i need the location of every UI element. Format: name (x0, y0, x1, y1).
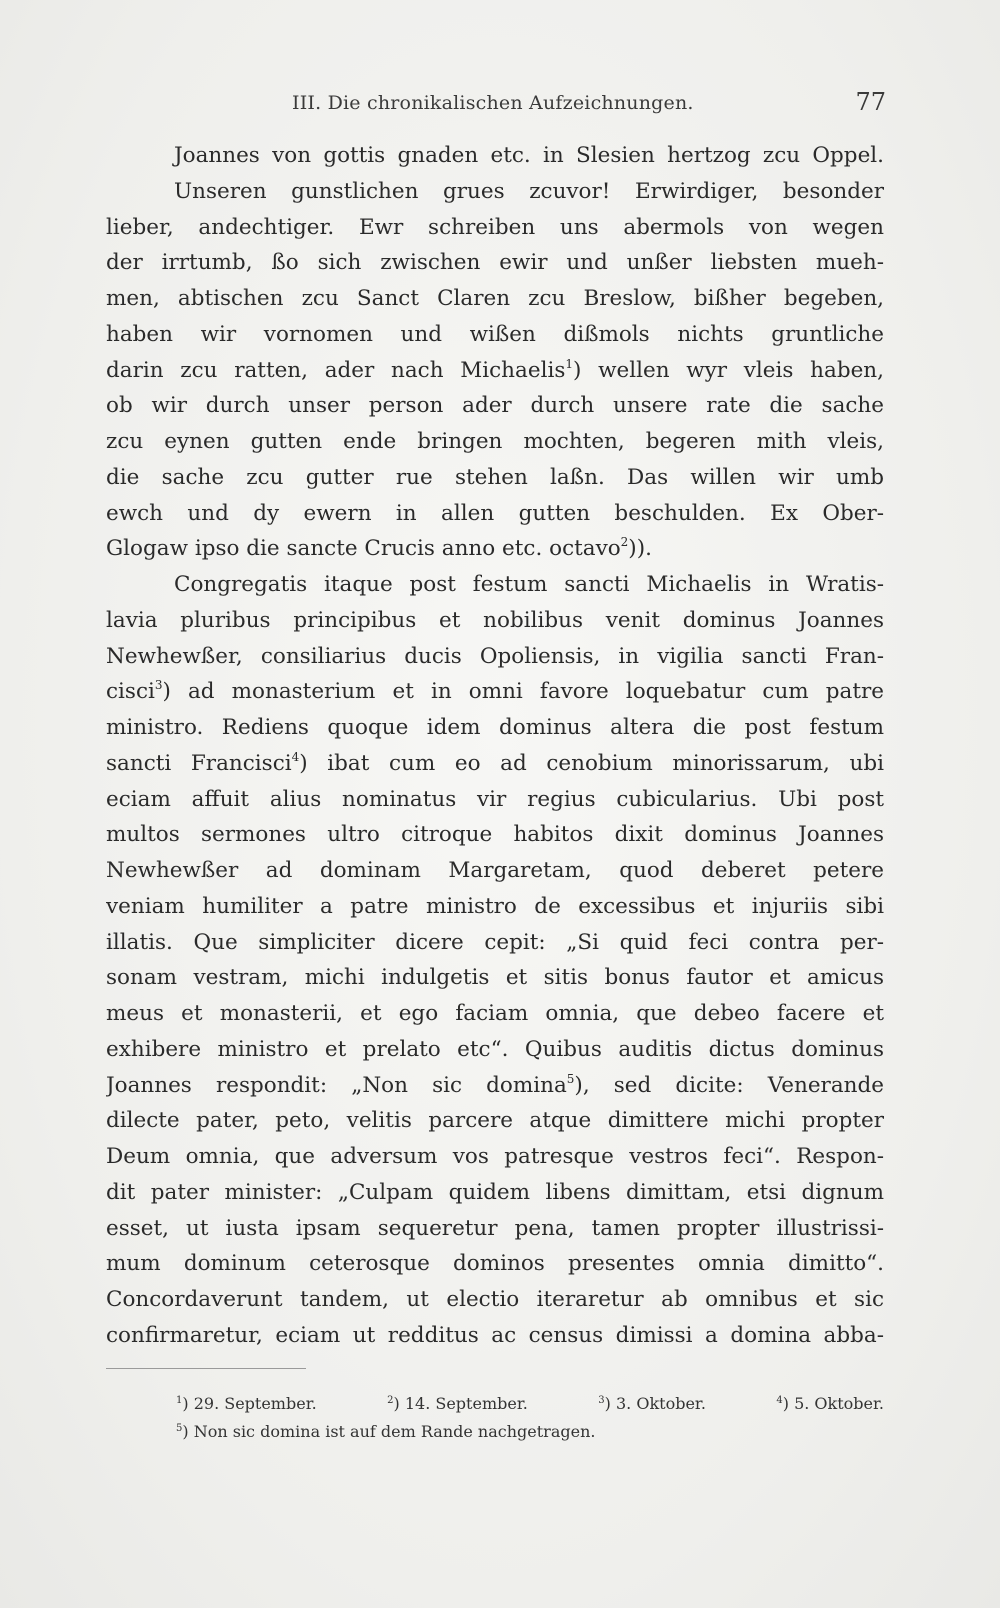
text-line-main: mum dominum ceterosque dominos presentes omnia dimitto“. (106, 1251, 884, 1277)
text-line (106, 782, 884, 818)
text-line (106, 1282, 884, 1318)
text-line (106, 460, 884, 496)
text-line-main: Congregatis itaque post festum sancti Michaelis in Wratis- (174, 572, 884, 597)
text-line (106, 639, 884, 675)
footnote-mark: 2 (387, 1395, 394, 1406)
text-line-main: esset, ut iusta ipsam sequeretur pena, tamen propter illustrissi- (106, 1215, 884, 1241)
text-line (106, 603, 884, 639)
text-line (106, 1246, 884, 1282)
footnote-row (176, 1390, 884, 1418)
text-line-main: Concordaverunt tandem, ut electio iteraretur ab omnibus et sic (106, 1287, 884, 1312)
text-line-main: der irrtumb, ßo sich zwischen ewir und unßer liebsten mueh- (106, 250, 884, 276)
text-line (106, 1175, 884, 1211)
text-line (106, 960, 884, 996)
footnote-ref: 1 (565, 356, 573, 371)
text-line-main: Joannes von gottis gnaden etc. in Slesien hertzog zcu Oppel. (174, 143, 884, 168)
footnote-mark: 4 (776, 1395, 783, 1406)
footnote-text: 5. Oktober. (794, 1394, 884, 1413)
text-line: cisci$^3$) ad monasterium et in omni favore loquebatur cum patre (106, 678, 884, 705)
text-line: Joannes respondit: „Non sic domina$^5$), sed dicite: Venerande (106, 1071, 884, 1098)
text-line (106, 174, 884, 210)
text-line-main: meus et monasterii, et ego faciam omnia, que debeo facere et (106, 1001, 884, 1026)
text-line-main: Joannes respondit: „Non sic domina (106, 1072, 567, 1098)
text-line (106, 245, 884, 281)
text-line (106, 996, 884, 1032)
text-line-main: Unseren gunstlichen grues zcuvor! Erwirdiger, besonder (174, 178, 884, 204)
footnotes (176, 1390, 884, 1446)
footnote-row (176, 1418, 884, 1446)
body-text (106, 138, 884, 1354)
text-line-main: lieber, andechtiger. Ewr schreiben uns abermols von wegen (106, 214, 884, 240)
footnote-4: $^4$) 5. Oktober. (776, 1394, 884, 1413)
text-line-main: veniam humiliter a patre ministro de excessibus et injuriis sibi (106, 893, 884, 919)
text-line-main: zcu eynen gutten ende bringen mochten, begeren mith vleis, (106, 429, 884, 454)
text-line-main: die sache zcu gutter rue stehen laßn. Das willen wir umb (106, 464, 884, 490)
text-line: darin zcu ratten, ader nach Michaelis$^1$) wellen wyr vleis haben, (106, 356, 884, 383)
text-line (106, 1139, 884, 1175)
text-line-main: ministro. Rediens quoque idem dominus altera die post festum (106, 715, 884, 740)
text-line-main: haben wir vornomen und wißen dißmols nichts gruntliche (106, 321, 884, 347)
text-line-tail: wellen wyr vleis haben, (581, 357, 884, 383)
text-line (106, 1211, 884, 1247)
footnote-1: $^1$) 29. September. (176, 1394, 317, 1413)
footnote-ref: 4 (291, 749, 300, 764)
text-line-main: eciam affuit alius nominatus vir regius cubicularius. Ubi post (106, 786, 884, 812)
text-line (106, 138, 884, 174)
footnote-3: $^3$) 3. Oktober. (598, 1394, 706, 1413)
footnote-text: 14. September. (404, 1394, 528, 1413)
text-line-main: darin zcu ratten, ader nach Michaelis (106, 357, 566, 383)
text-line-main: multos sermones ultro citroque habitos dixit dominus Joannes (106, 822, 884, 848)
text-line-main: confirmaretur, eciam ut redditus ac census dimissi a domina abba- (106, 1322, 884, 1348)
text-line (106, 853, 884, 889)
text-line (106, 388, 884, 424)
text-line-tail: ). (636, 536, 652, 562)
text-line-tail: ad monasterium et in omni favore loquebatur cum patre (170, 679, 884, 705)
footnote-text: 3. Oktober. (615, 1394, 706, 1413)
text-line-main: lavia pluribus principibus et nobilibus venit dominus Joannes (106, 607, 884, 633)
footnote-ref: 3 (154, 678, 163, 693)
footnote-text: 29. September. (193, 1394, 317, 1413)
text-line (106, 496, 884, 532)
running-header (106, 86, 886, 122)
text-line-main: exhibere ministro et prelato etc“. Quibus auditis dictus dominus (106, 1036, 884, 1062)
text-line-main: illatis. Que simpliciter dicere cepit: „Si quid feci contra per- (106, 929, 884, 955)
text-line (106, 317, 884, 353)
text-line (106, 710, 884, 746)
text-line (106, 925, 884, 961)
text-line-main: cisci (106, 679, 155, 705)
text-line (106, 1103, 884, 1139)
text-line-main: ob wir durch unser person ader durch unsere rate die sache (106, 393, 884, 419)
text-line (106, 567, 884, 603)
text-line-tail: ibat cum eo ad cenobium minorissarum, ubi (307, 750, 884, 776)
text-line (106, 210, 884, 246)
text-line (106, 424, 884, 460)
text-line-main: dilecte pater, peto, velitis parcere atque dimittere michi propter (106, 1108, 884, 1134)
text-line-main: dit pater minister: „Culpam quidem libens dimittam, etsi dignum (106, 1179, 884, 1205)
text-line: Glogaw ipso die sancte Crucis anno etc. octavo$^2$)). (106, 535, 652, 562)
text-line (106, 1318, 884, 1354)
text-line: sancti Francisci$^4$) ibat cum eo ad cenobium minorissarum, ubi (106, 749, 884, 776)
footnote-divider (106, 1368, 306, 1369)
footnote-mark: 5 (176, 1423, 183, 1434)
page-number: 77 (855, 88, 886, 116)
text-line-main: Glogaw ipso die sancte Crucis anno etc. octavo (106, 536, 621, 562)
footnote-ref: 5 (566, 1071, 575, 1086)
text-line-main: ewch und dy ewern in allen gutten beschulden. Ex Ober- (106, 500, 884, 526)
text-line-main: sonam vestram, michi indulgetis et sitis bonus fautor et amicus (106, 965, 884, 991)
footnote-2: $^2$) 14. September. (387, 1394, 528, 1413)
header-title: III. Die chronikalischen Aufzeichnungen. (292, 92, 694, 114)
text-line (106, 817, 884, 853)
text-line-main: sancti Francisci (106, 750, 292, 776)
footnote-mark: 1 (176, 1395, 183, 1406)
footnote-5: $^5$) Non sic domina ist auf dem Rande nachgetragen. (176, 1422, 596, 1441)
text-line-main: men, abtischen zcu Sanct Claren zcu Breslow, bißher begeben, (106, 286, 884, 311)
text-line-main: Newhewßer ad dominam Margaretam, quod deberet petere (106, 858, 884, 883)
text-line-main: Newhewßer, consiliarius ducis Opoliensis, in vigilia sancti Fran- (106, 643, 884, 669)
footnote-mark: 3 (598, 1395, 605, 1406)
text-line-main: Deum omnia, que adversum vos patresque vestros feci“. Respon- (106, 1144, 884, 1169)
footnote-ref: 2 (620, 535, 629, 550)
text-line-tail: , sed dicite: Venerande (582, 1072, 884, 1098)
text-line (106, 889, 884, 925)
text-line (106, 1032, 884, 1068)
text-line (106, 281, 884, 317)
footnote-text: Non sic domina ist auf dem Rande nachgetragen. (193, 1422, 596, 1441)
